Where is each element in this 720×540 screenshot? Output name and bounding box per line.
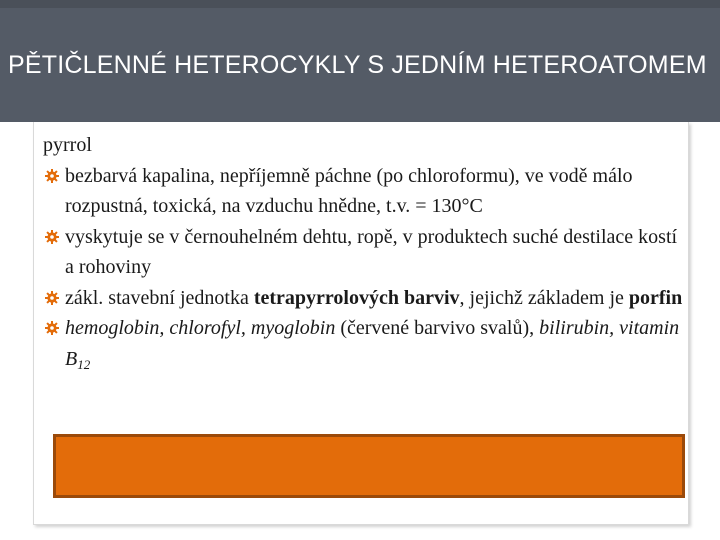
bullet-text: , jejichž základem je <box>459 286 629 309</box>
orange-highlight-box <box>53 434 685 498</box>
gear-icon <box>45 230 59 244</box>
subscript: 12 <box>77 356 91 372</box>
bold-term: porfin <box>628 286 683 309</box>
bullet-text: vyskytuje se v černouhelném dehtu, ropě, v produktech suché destilace kostí a rohoviny <box>65 225 678 278</box>
italic-term: bilirubin, vitamin B <box>65 317 680 370</box>
bullet-item-2 <box>43 222 683 283</box>
header-top-band <box>0 0 720 8</box>
bullet-text: (červené barvivo svalů), <box>335 317 540 339</box>
slide-header <box>0 0 720 122</box>
italic-term: hemoglobin, chlorofyl, myoglobin <box>65 317 336 339</box>
bold-term: tetrapyrrolových barviv <box>253 286 460 309</box>
slide-title: PĚTIČLENNÉ HETEROCYKLY S JEDNÍM HETEROATOMEM <box>8 51 707 79</box>
bullet-item-4 <box>43 313 683 380</box>
bullet-text: bezbarvá kapalina, nepříjemně páchne (po chloroformu), ve vodě málo rozpustná, toxická, na vzduchu hnědne, t.v. = 130°C <box>65 164 633 217</box>
gear-icon <box>45 321 59 335</box>
slide-content <box>43 130 683 380</box>
gear-icon <box>45 169 59 183</box>
content-heading: pyrrol <box>43 134 92 156</box>
bullet-item-1 <box>43 161 683 222</box>
bullet-item-3 <box>43 283 683 314</box>
gear-icon <box>45 291 59 305</box>
bullet-text: zákl. stavební jednotka <box>65 286 254 309</box>
